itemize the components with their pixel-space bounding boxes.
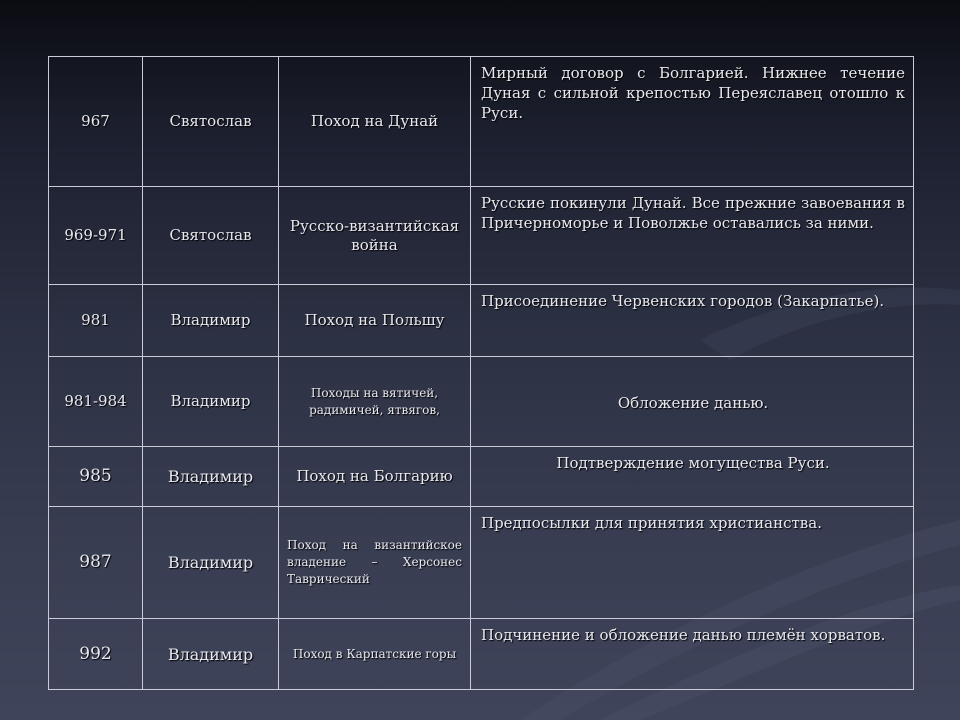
event-cell: Поход в Карпатские горы — [279, 619, 471, 690]
ruler-cell: Владимир — [143, 357, 279, 447]
event-cell: Поход на византийское владение – Херсонес Таврический — [279, 507, 471, 619]
ruler-cell: Владимир — [143, 619, 279, 690]
year-cell: 992 — [49, 619, 143, 690]
result-cell: Мирный договор с Болгарией. Нижнее течение Дуная с сильной крепостью Переяславец отошло к Руси. — [471, 57, 914, 187]
ruler-cell: Владимир — [143, 447, 279, 507]
ruler-cell: Владимир — [143, 507, 279, 619]
year-cell: 985 — [49, 447, 143, 507]
ruler-cell: Святослав — [143, 187, 279, 285]
event-cell: Поход на Польшу — [279, 285, 471, 357]
result-cell: Подтверждение могущества Руси. — [471, 447, 914, 507]
event-cell: Русско-византийская война — [279, 187, 471, 285]
table-row — [49, 447, 914, 507]
table-row — [49, 619, 914, 690]
table-row — [49, 507, 914, 619]
table-row — [49, 357, 914, 447]
year-cell: 987 — [49, 507, 143, 619]
event-cell: Поход на Болгарию — [279, 447, 471, 507]
history-table — [48, 56, 914, 690]
result-cell: Обложение данью. — [471, 357, 914, 447]
result-cell: Предпосылки для принятия христианства. — [471, 507, 914, 619]
year-cell: 969-971 — [49, 187, 143, 285]
table-row — [49, 285, 914, 357]
ruler-cell: Святослав — [143, 57, 279, 187]
year-cell: 981 — [49, 285, 143, 357]
result-cell: Подчинение и обложение данью племён хорватов. — [471, 619, 914, 690]
year-cell: 981-984 — [49, 357, 143, 447]
result-cell: Присоединение Червенских городов (Закарпатье). — [471, 285, 914, 357]
ruler-cell: Владимир — [143, 285, 279, 357]
event-cell: Походы на вятичей, радимичей, ятвягов, — [279, 357, 471, 447]
year-cell: 967 — [49, 57, 143, 187]
result-cell: Русские покинули Дунай. Все прежние завоевания в Причерноморье и Поволжье оставались за ними. — [471, 187, 914, 285]
event-cell: Поход на Дунай — [279, 57, 471, 187]
table-row — [49, 57, 914, 187]
table-row — [49, 187, 914, 285]
